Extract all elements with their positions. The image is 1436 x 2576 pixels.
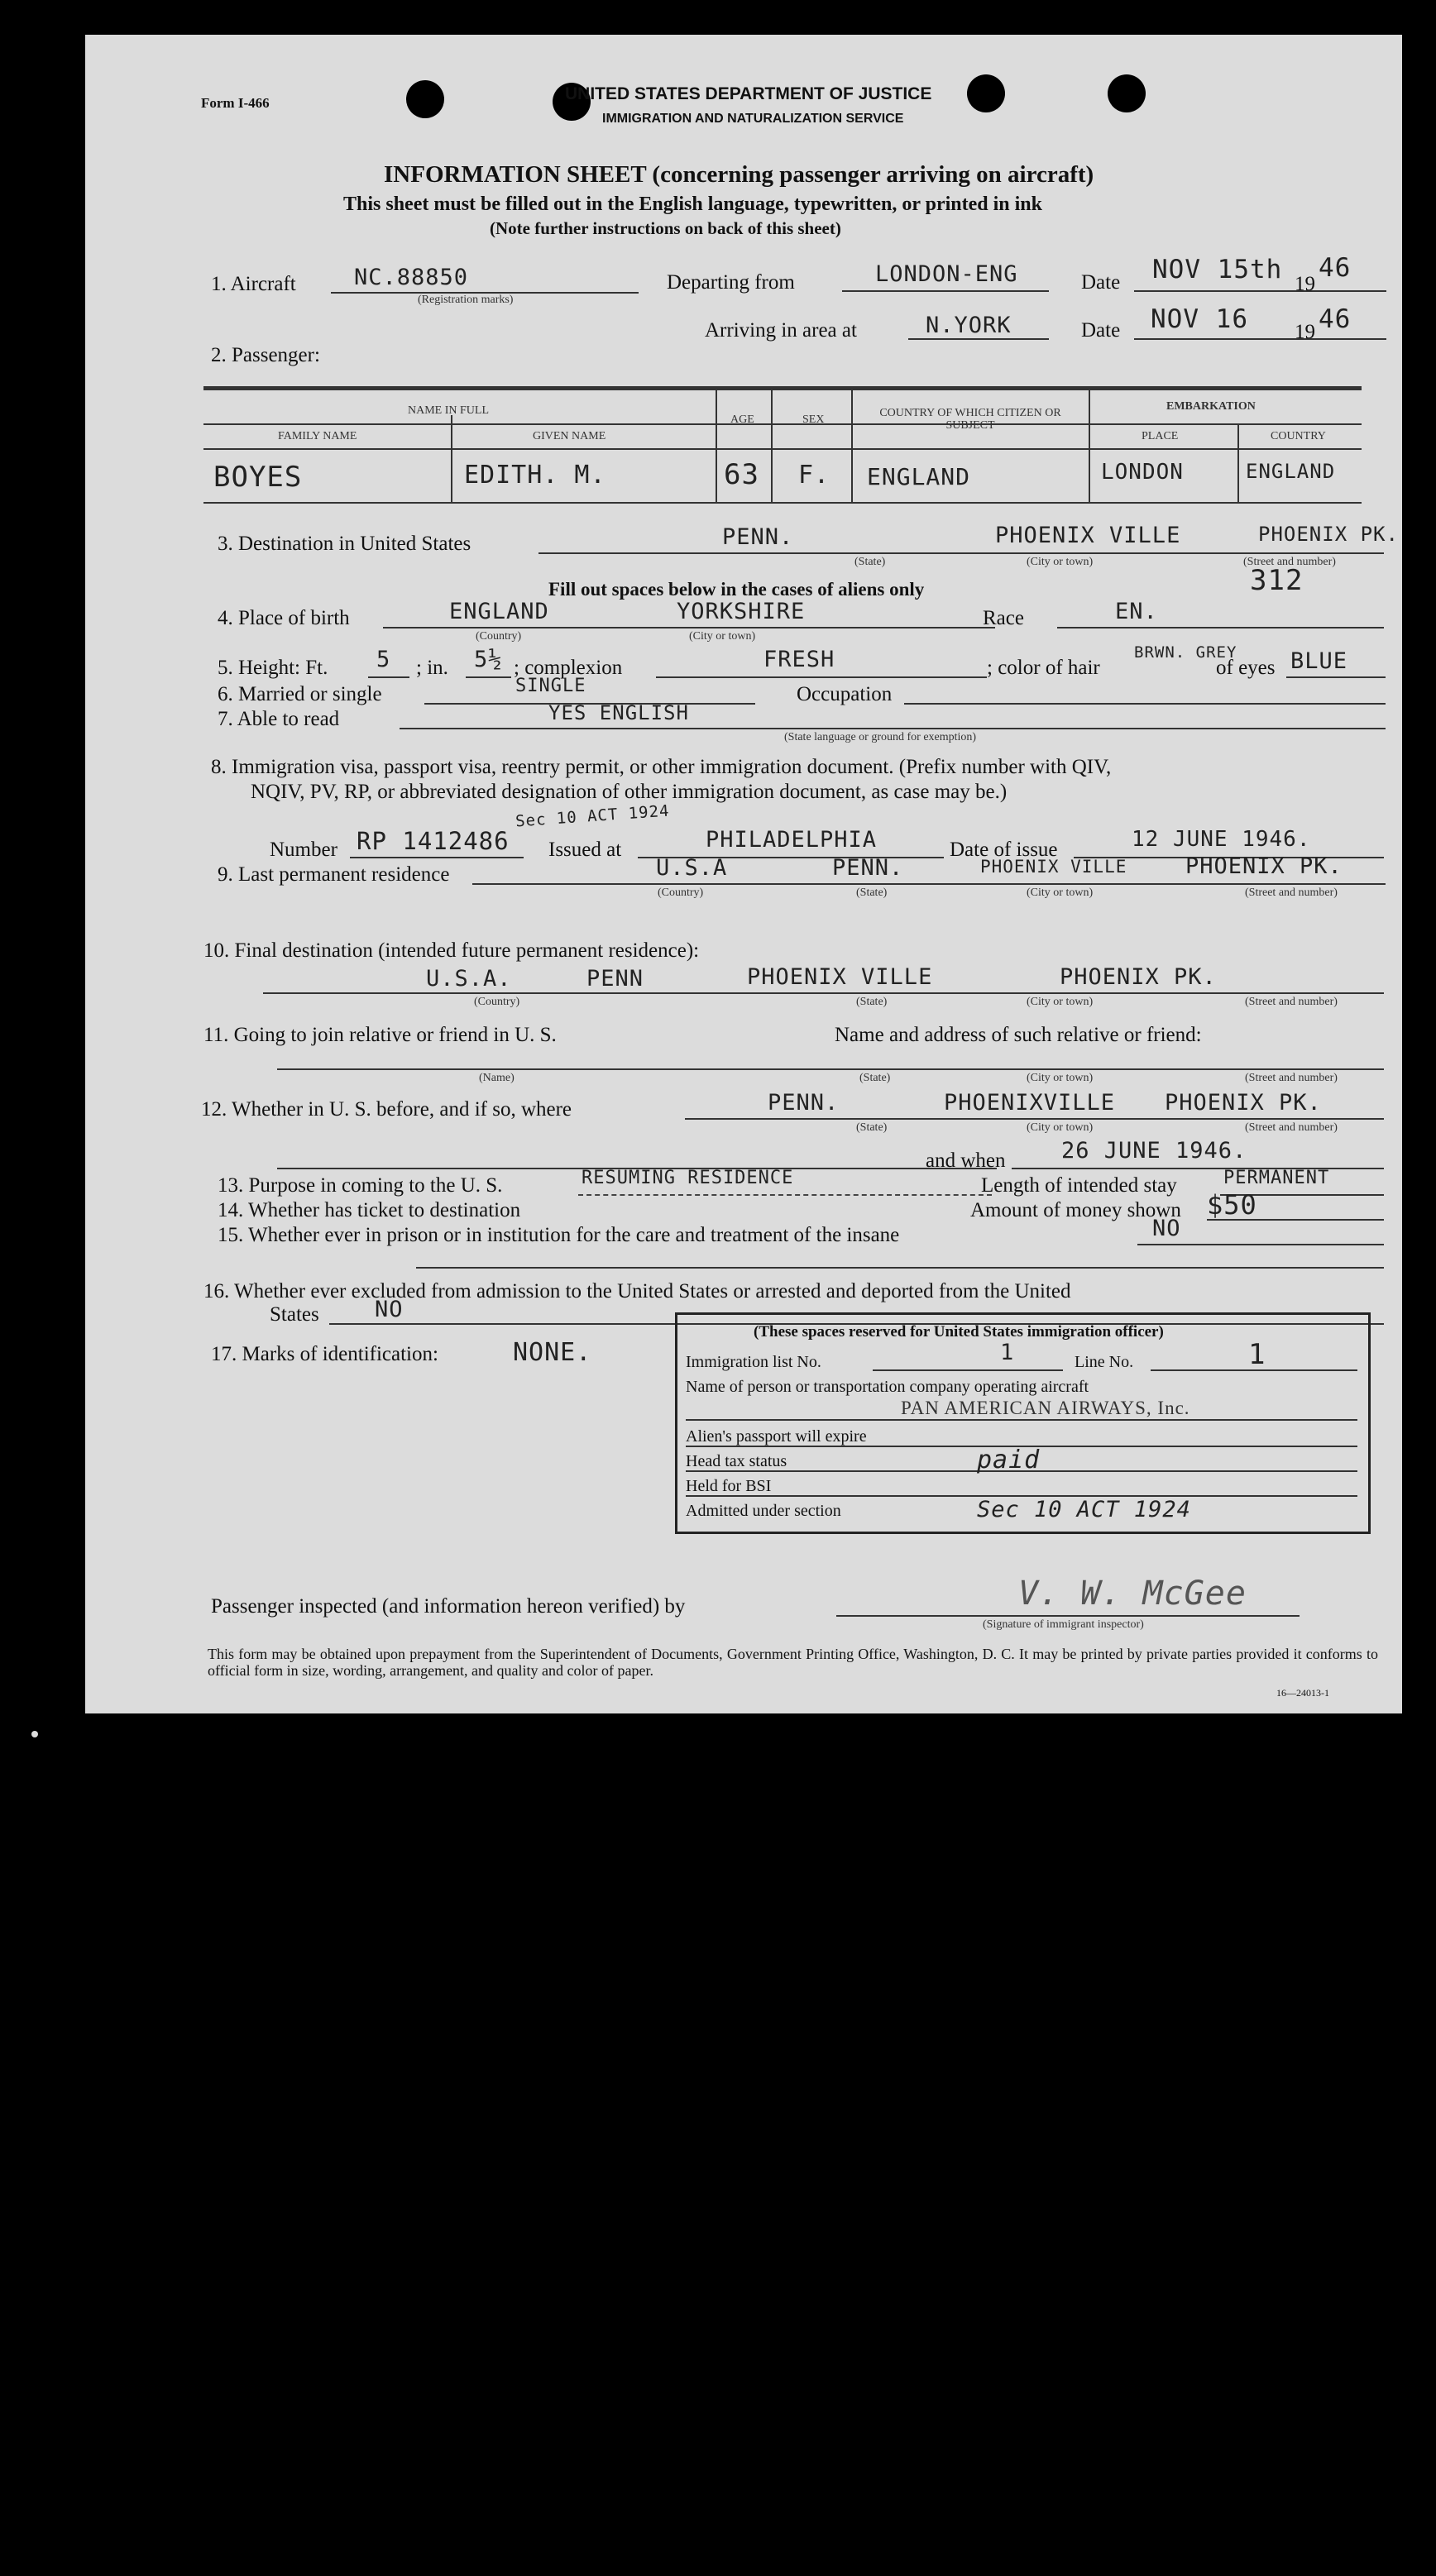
complexion-label: ; complexion <box>514 657 623 679</box>
form-sheet <box>85 35 1402 1713</box>
join-street-caption: (Street and number) <box>1245 1072 1338 1084</box>
officer-line-value: 1 <box>1248 1338 1266 1371</box>
height-in-line <box>466 676 511 678</box>
join-name-caption: (Name) <box>479 1072 515 1084</box>
height-in: 5½ <box>474 647 503 672</box>
purpose-line <box>578 1194 992 1196</box>
height-ft-line <box>368 676 409 678</box>
date2-line <box>1134 338 1386 340</box>
arriving-label: Arriving in area at <box>705 319 857 342</box>
footer-code: 16—24013-1 <box>1276 1687 1329 1699</box>
occupation-label: Occupation <box>797 683 893 705</box>
join-line <box>277 1068 1384 1070</box>
officer-operator-label: Name of person or transportation company operating aircraft <box>686 1378 1089 1396</box>
destination-state: PENN. <box>722 524 794 550</box>
year-prefix: 19 <box>1295 273 1315 295</box>
ticket-label: 14. Whether has ticket to destination <box>218 1199 521 1221</box>
place-header: PLACE <box>1142 430 1179 442</box>
before-when-value: 26 JUNE 1946. <box>1061 1138 1247 1164</box>
place-value: LONDON <box>1101 460 1184 485</box>
destination-label: 3. Destination in United States <box>218 533 471 555</box>
race-value: EN. <box>1115 599 1158 624</box>
residence-city: PHOENIX VILLE <box>980 857 1127 877</box>
departing-value: LONDON-ENG <box>875 261 1018 287</box>
officer-passport-label: Alien's passport will expire <box>686 1427 867 1446</box>
form-note: (Note further instructions on back of this sheet) <box>490 218 841 238</box>
officer-list-label: Immigration list No. <box>686 1353 821 1371</box>
before-when-label: and when <box>926 1149 1006 1172</box>
inspected-line <box>836 1615 1300 1617</box>
final-country: U.S.A. <box>426 966 512 992</box>
read-value: YES ENGLISH <box>548 701 689 724</box>
officer-list-line <box>873 1369 1063 1371</box>
before-street: PHOENIX PK. <box>1165 1090 1322 1116</box>
departing-label: Departing from <box>667 271 795 294</box>
marks-label: 17. Marks of identification: <box>211 1343 438 1365</box>
money-label: Amount of money shown <box>970 1199 1181 1221</box>
before-street-caption: (Street and number) <box>1245 1121 1338 1134</box>
officer-bsi-label: Held for BSI <box>686 1477 772 1495</box>
hair-label: ; color of hair <box>987 657 1100 679</box>
hair-value: BRWN. GREY <box>1134 643 1237 662</box>
before-city: PHOENIXVILLE <box>944 1090 1116 1116</box>
arriving-value: N.YORK <box>926 313 1012 338</box>
inspected-label: Passenger inspected (and information hereon verified) by <box>211 1595 686 1618</box>
race-line <box>1057 627 1384 628</box>
date2-label: Date <box>1081 319 1121 342</box>
read-line <box>400 728 1386 729</box>
birth-city: YORKSHIRE <box>677 599 806 624</box>
destination-street: PHOENIX PK. <box>1258 523 1399 546</box>
residence-label: 9. Last permanent residence <box>218 863 450 886</box>
married-label: 6. Married or single <box>218 683 382 705</box>
inspected-signature: V. W. McGee <box>1018 1575 1247 1613</box>
officer-admitted-value: Sec 10 ACT 1924 <box>977 1497 1191 1522</box>
birth-country-caption: (Country) <box>476 630 522 643</box>
table-col-6 <box>1237 423 1239 502</box>
family-name-header: FAMILY NAME <box>278 430 357 442</box>
race-label: Race <box>983 607 1024 629</box>
visa-number-value: RP 1412486 <box>357 827 510 855</box>
visa-number-label: Number <box>270 839 337 861</box>
before-label: 12. Whether in U. S. before, and if so, where <box>201 1098 572 1121</box>
height-label: 5. Height: Ft. <box>218 657 328 679</box>
final-city: PHOENIX VILLE <box>747 964 933 990</box>
married-value: SINGLE <box>515 676 586 696</box>
money-value: $50 <box>1207 1189 1257 1221</box>
embarkation-rule <box>1089 423 1362 425</box>
destination-city: PHOENIX VILLE <box>995 523 1181 548</box>
residence-country-caption: (Country) <box>658 887 704 899</box>
officer-head-tax-label: Head tax status <box>686 1452 787 1470</box>
join-state-caption: (State) <box>859 1072 891 1084</box>
eyes-label: of eyes <box>1216 657 1276 679</box>
residence-line <box>472 883 1386 885</box>
before-line <box>685 1118 1384 1120</box>
destination-state-caption: (State) <box>854 556 886 568</box>
country-citizen-header: COUNTRY OF WHICH CITIZEN OR SUBJECT <box>879 407 1061 432</box>
complexion-value: FRESH <box>763 647 835 672</box>
before-state: PENN. <box>768 1090 840 1116</box>
date-value: NOV 15th <box>1152 255 1283 284</box>
visa-date-value: 12 JUNE 1946. <box>1132 827 1311 852</box>
birth-country: ENGLAND <box>449 599 549 624</box>
join-city-caption: (City or town) <box>1027 1072 1094 1084</box>
table-subheader-rule <box>203 448 1362 450</box>
read-caption: (State language or ground for exemption) <box>784 731 977 743</box>
officer-head-tax-value: paid <box>977 1446 1041 1474</box>
table-col-4 <box>851 390 853 502</box>
excluded-value: NO <box>375 1297 404 1322</box>
aliens-heading: Fill out spaces below in the cases of aliens only <box>548 579 925 600</box>
residence-state-caption: (State) <box>856 887 888 899</box>
visa-annotation: Sec 10 ACT 1924 <box>515 801 671 831</box>
read-label: 7. Able to read <box>218 708 340 730</box>
birth-city-caption: (City or town) <box>689 630 756 643</box>
table-col-5 <box>1089 390 1090 502</box>
visa-label: 8. Immigration visa, passport visa, reentry permit, or other immigration document. (Prefix number with QIV, <box>211 756 1112 778</box>
eyes-line <box>1286 676 1386 678</box>
embarkation-header: EMBARKATION <box>1166 400 1256 413</box>
height-ft: 5 <box>376 647 391 672</box>
emb-country-value: ENGLAND <box>1246 460 1336 483</box>
residence-state: PENN. <box>832 855 904 881</box>
registration-caption: (Registration marks) <box>418 294 514 306</box>
officer-operator-line <box>686 1419 1357 1421</box>
final-label: 10. Final destination (intended future permanent residence): <box>203 939 700 962</box>
service-name: IMMIGRATION AND NATURALIZATION SERVICE <box>602 112 904 126</box>
excluded-label-2: States <box>270 1303 319 1326</box>
eyes-value: BLUE <box>1290 648 1348 674</box>
final-city-caption: (City or town) <box>1027 996 1094 1008</box>
inspected-caption: (Signature of immigrant inspector) <box>983 1618 1144 1631</box>
visa-issued-value: PHILADELPHIA <box>706 827 878 853</box>
form-instruction: This sheet must be filled out in the English language, typewritten, or printed in ink <box>343 194 1042 215</box>
punch-hole-1 <box>406 80 444 118</box>
officer-operator-value: PAN AMERICAN AIRWAYS, Inc. <box>901 1398 1190 1418</box>
table-top-rule <box>203 386 1362 390</box>
department-name: UNITED STATES DEPARTMENT OF JUSTICE <box>565 84 932 103</box>
final-state-caption: (State) <box>856 996 888 1008</box>
table-bottom-rule <box>203 502 1362 504</box>
prison-line-2 <box>416 1267 1384 1269</box>
length-value: PERMANENT <box>1223 1168 1330 1188</box>
final-state: PENN <box>586 966 644 992</box>
table-col-3 <box>771 390 773 502</box>
visa-label-2: NQIV, PV, RP, or abbreviated designation of other immigration document, as case may be.) <box>251 781 1008 803</box>
prison-value: NO <box>1152 1216 1181 1241</box>
family-name-value: BOYES <box>213 461 303 494</box>
departing-line <box>842 290 1049 292</box>
year-value: 46 <box>1319 253 1352 283</box>
aircraft-label: 1. Aircraft <box>211 273 296 295</box>
form-id: Form I-466 <box>201 95 270 111</box>
purpose-label: 13. Purpose in coming to the U. S. <box>218 1174 503 1197</box>
visa-number-line <box>350 857 524 858</box>
marks-value: NONE. <box>513 1338 592 1367</box>
year2-prefix: 19 <box>1295 321 1315 343</box>
given-name-header: GIVEN NAME <box>533 430 606 442</box>
punch-hole-4 <box>1108 74 1146 112</box>
officer-line-label: Line No. <box>1075 1353 1134 1371</box>
residence-city-caption: (City or town) <box>1027 887 1094 899</box>
prison-label: 15. Whether ever in prison or in institution for the care and treatment of the insane <box>218 1224 900 1246</box>
table-col-1 <box>451 415 452 502</box>
height-in-label: ; in. <box>416 657 448 679</box>
length-label: Length of intended stay <box>981 1174 1177 1197</box>
final-country-caption: (Country) <box>474 996 520 1008</box>
date-line <box>1134 290 1386 292</box>
excluded-label: 16. Whether ever excluded from admission to the United States or arrested and deported from the United <box>203 1280 1071 1302</box>
form-title: INFORMATION SHEET (concerning passenger arriving on aircraft) <box>384 161 1094 188</box>
complexion-line <box>656 676 987 678</box>
purpose-value: RESUMING RESIDENCE <box>582 1168 794 1188</box>
name-in-full-header: NAME IN FULL <box>408 404 489 417</box>
before-city-caption: (City or town) <box>1027 1121 1094 1134</box>
visa-issued-label: Issued at <box>548 839 622 861</box>
officer-list-value: 1 <box>1000 1340 1015 1365</box>
sex-value: F. <box>798 461 830 490</box>
prison-line <box>1137 1244 1384 1245</box>
final-line <box>263 992 1384 994</box>
age-header: AGE <box>730 413 754 426</box>
residence-street: PHOENIX PK. <box>1185 853 1343 879</box>
aircraft-value: NC.88850 <box>354 265 469 290</box>
arriving-line <box>908 338 1049 340</box>
residence-country: U.S.A <box>656 855 728 881</box>
footer-text: This form may be obtained upon prepayment from the Superintendent of Documents, Government Printing Office, Washington, D. C. It may be printed by private parties provided it conforms to official form in size, wording, arrangement, and quality and color of paper. <box>208 1646 1378 1679</box>
join-label: 11. Going to join relative or friend in U. S. <box>203 1024 557 1046</box>
officer-box <box>675 1312 1371 1534</box>
year2-value: 46 <box>1319 304 1352 334</box>
occupation-line <box>904 703 1386 705</box>
before-state-caption: (State) <box>856 1121 888 1134</box>
destination-number: 312 <box>1250 564 1304 597</box>
destination-line <box>538 552 1384 554</box>
destination-city-caption: (City or town) <box>1027 556 1094 568</box>
birth-label: 4. Place of birth <box>218 607 350 629</box>
join-label-2: Name and address of such relative or friend: <box>835 1024 1202 1046</box>
date-label: Date <box>1081 271 1121 294</box>
final-street: PHOENIX PK. <box>1060 964 1217 990</box>
officer-admitted-label: Admitted under section <box>686 1502 841 1520</box>
sex-header: SEX <box>802 413 825 426</box>
punch-hole-3 <box>967 74 1005 112</box>
given-name-value: EDITH. M. <box>464 461 606 490</box>
country-value: ENGLAND <box>867 463 971 490</box>
destination-street-caption: (Street and number) <box>1243 556 1336 568</box>
date2-value: NOV 16 <box>1151 304 1248 334</box>
age-value: 63 <box>724 458 759 491</box>
passenger-label: 2. Passenger: <box>211 344 320 366</box>
table-col-2 <box>716 390 717 502</box>
visa-date-label: Date of issue <box>950 839 1058 861</box>
birth-line <box>383 627 995 628</box>
emb-country-header: COUNTRY <box>1271 430 1326 442</box>
residence-street-caption: (Street and number) <box>1245 887 1338 899</box>
final-street-caption: (Street and number) <box>1245 996 1338 1008</box>
scan-speck <box>31 1731 38 1737</box>
officer-heading: (These spaces reserved for United States immigration officer) <box>754 1323 1164 1341</box>
